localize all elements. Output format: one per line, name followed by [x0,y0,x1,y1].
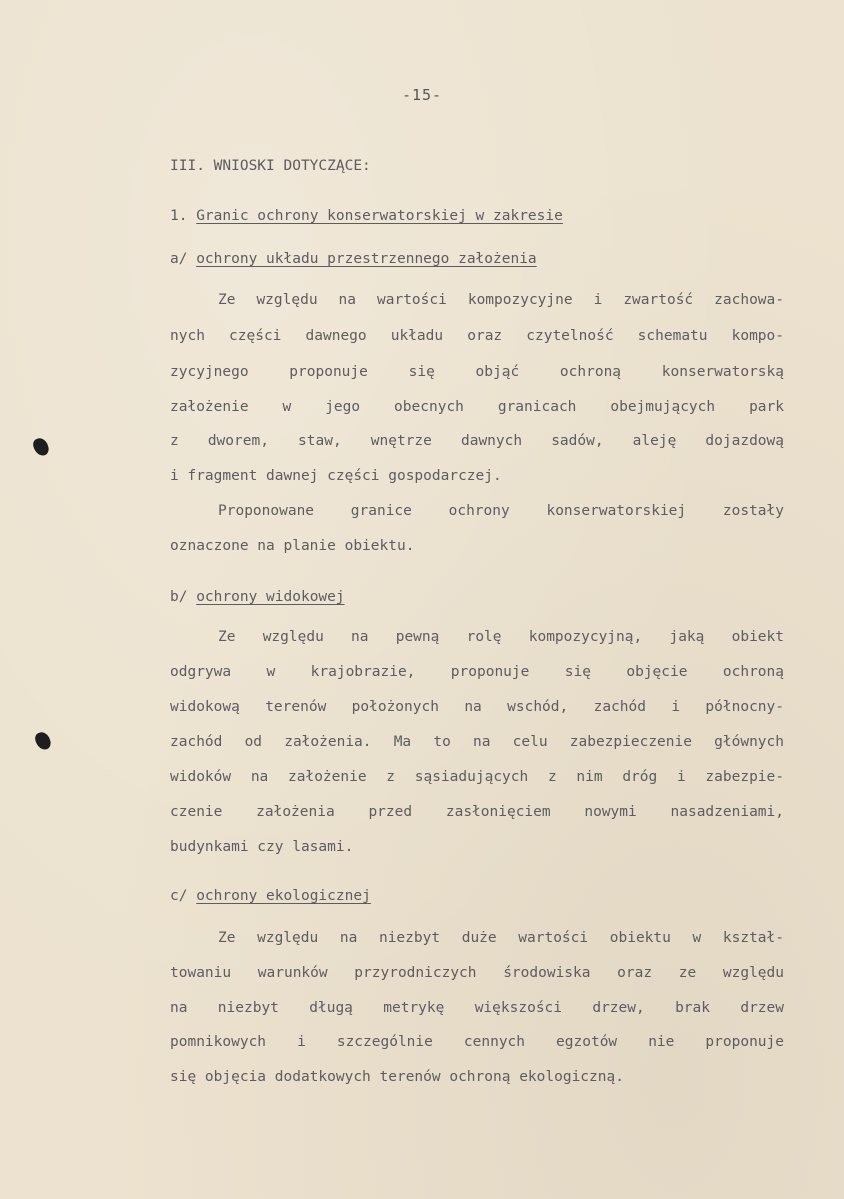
page-number: -15- [401,86,443,104]
paragraph-b-line: widokową terenów położonych na wschód, zachód i północny- [170,699,784,715]
ink-mark [33,730,52,752]
section-c-heading [170,888,371,904]
paragraph-c-line: pomnikowych i szczególnie cennych egzotów nie proponuje [170,1034,784,1050]
paragraph-b-line: czenie założenia przed zasłonięciem nowymi nasadzeniami, [170,804,784,820]
paragraph-b-line: zachód od założenia. Ma to na celu zabezpieczenie głównych [170,734,784,750]
paragraph-a-line: z dworem, staw, wnętrze dawnych sadów, aleję dojazdową [170,433,784,449]
section-c-prefix: c/ [170,888,188,904]
section-b-title: ochrony widokowej [196,589,345,605]
paragraph-b-line: Ze względu na pewną rolę kompozycyjną, jaką obiekt [218,629,784,645]
section-a-heading [170,251,537,267]
item-1-text: Granic ochrony konserwatorskiej w zakresie [196,208,563,224]
section-c-title: ochrony ekologicznej [196,888,371,904]
paragraph-c-line: na niezbyt długą metrykę większości drzew, brak drzew [170,1000,784,1016]
section-a-prefix: a/ [170,251,188,267]
section-b-prefix: b/ [170,589,188,605]
paragraph-c-line: towaniu warunków przyrodniczych środowiska oraz ze względu [170,965,784,981]
paragraph-b-line: widoków na założenie z sąsiadujących z nim dróg i zabezpie- [170,769,784,785]
paragraph-c-line: się objęcia dodatkowych terenów ochroną ekologiczną. [170,1069,624,1085]
paragraph-c-line: Ze względu na niezbyt duże wartości obiektu w kształ- [218,930,784,946]
paragraph-b-line: budynkami czy lasami. [170,839,354,855]
paragraph-a-line: założenie w jego obecnych granicach obejmujących park [170,399,784,415]
item-1-number: 1. [170,208,188,224]
ink-mark [31,436,50,458]
item-1 [170,208,563,224]
paragraph-a-line: zycyjnego proponuje się objąć ochroną konserwatorską [170,364,784,380]
paragraph-a2-line: oznaczone na planie obiektu. [170,538,415,554]
section-b-heading [170,589,345,605]
paragraph-b-line: odgrywa w krajobrazie, proponuje się objęcie ochroną [170,664,784,680]
paragraph-a-line: i fragment dawnej części gospodarczej. [170,468,502,484]
section-a-title: ochrony układu przestrzennego założenia [196,251,537,267]
section-heading: III. WNIOSKI DOTYCZĄCE: [170,158,371,174]
paragraph-a2-line: Proponowane granice ochrony konserwatorskiej zostały [218,503,784,519]
paragraph-a-line: nych części dawnego układu oraz czytelność schematu kompo- [170,328,784,344]
paragraph-a-line: Ze względu na wartości kompozycyjne i zwartość zachowa- [218,292,784,308]
